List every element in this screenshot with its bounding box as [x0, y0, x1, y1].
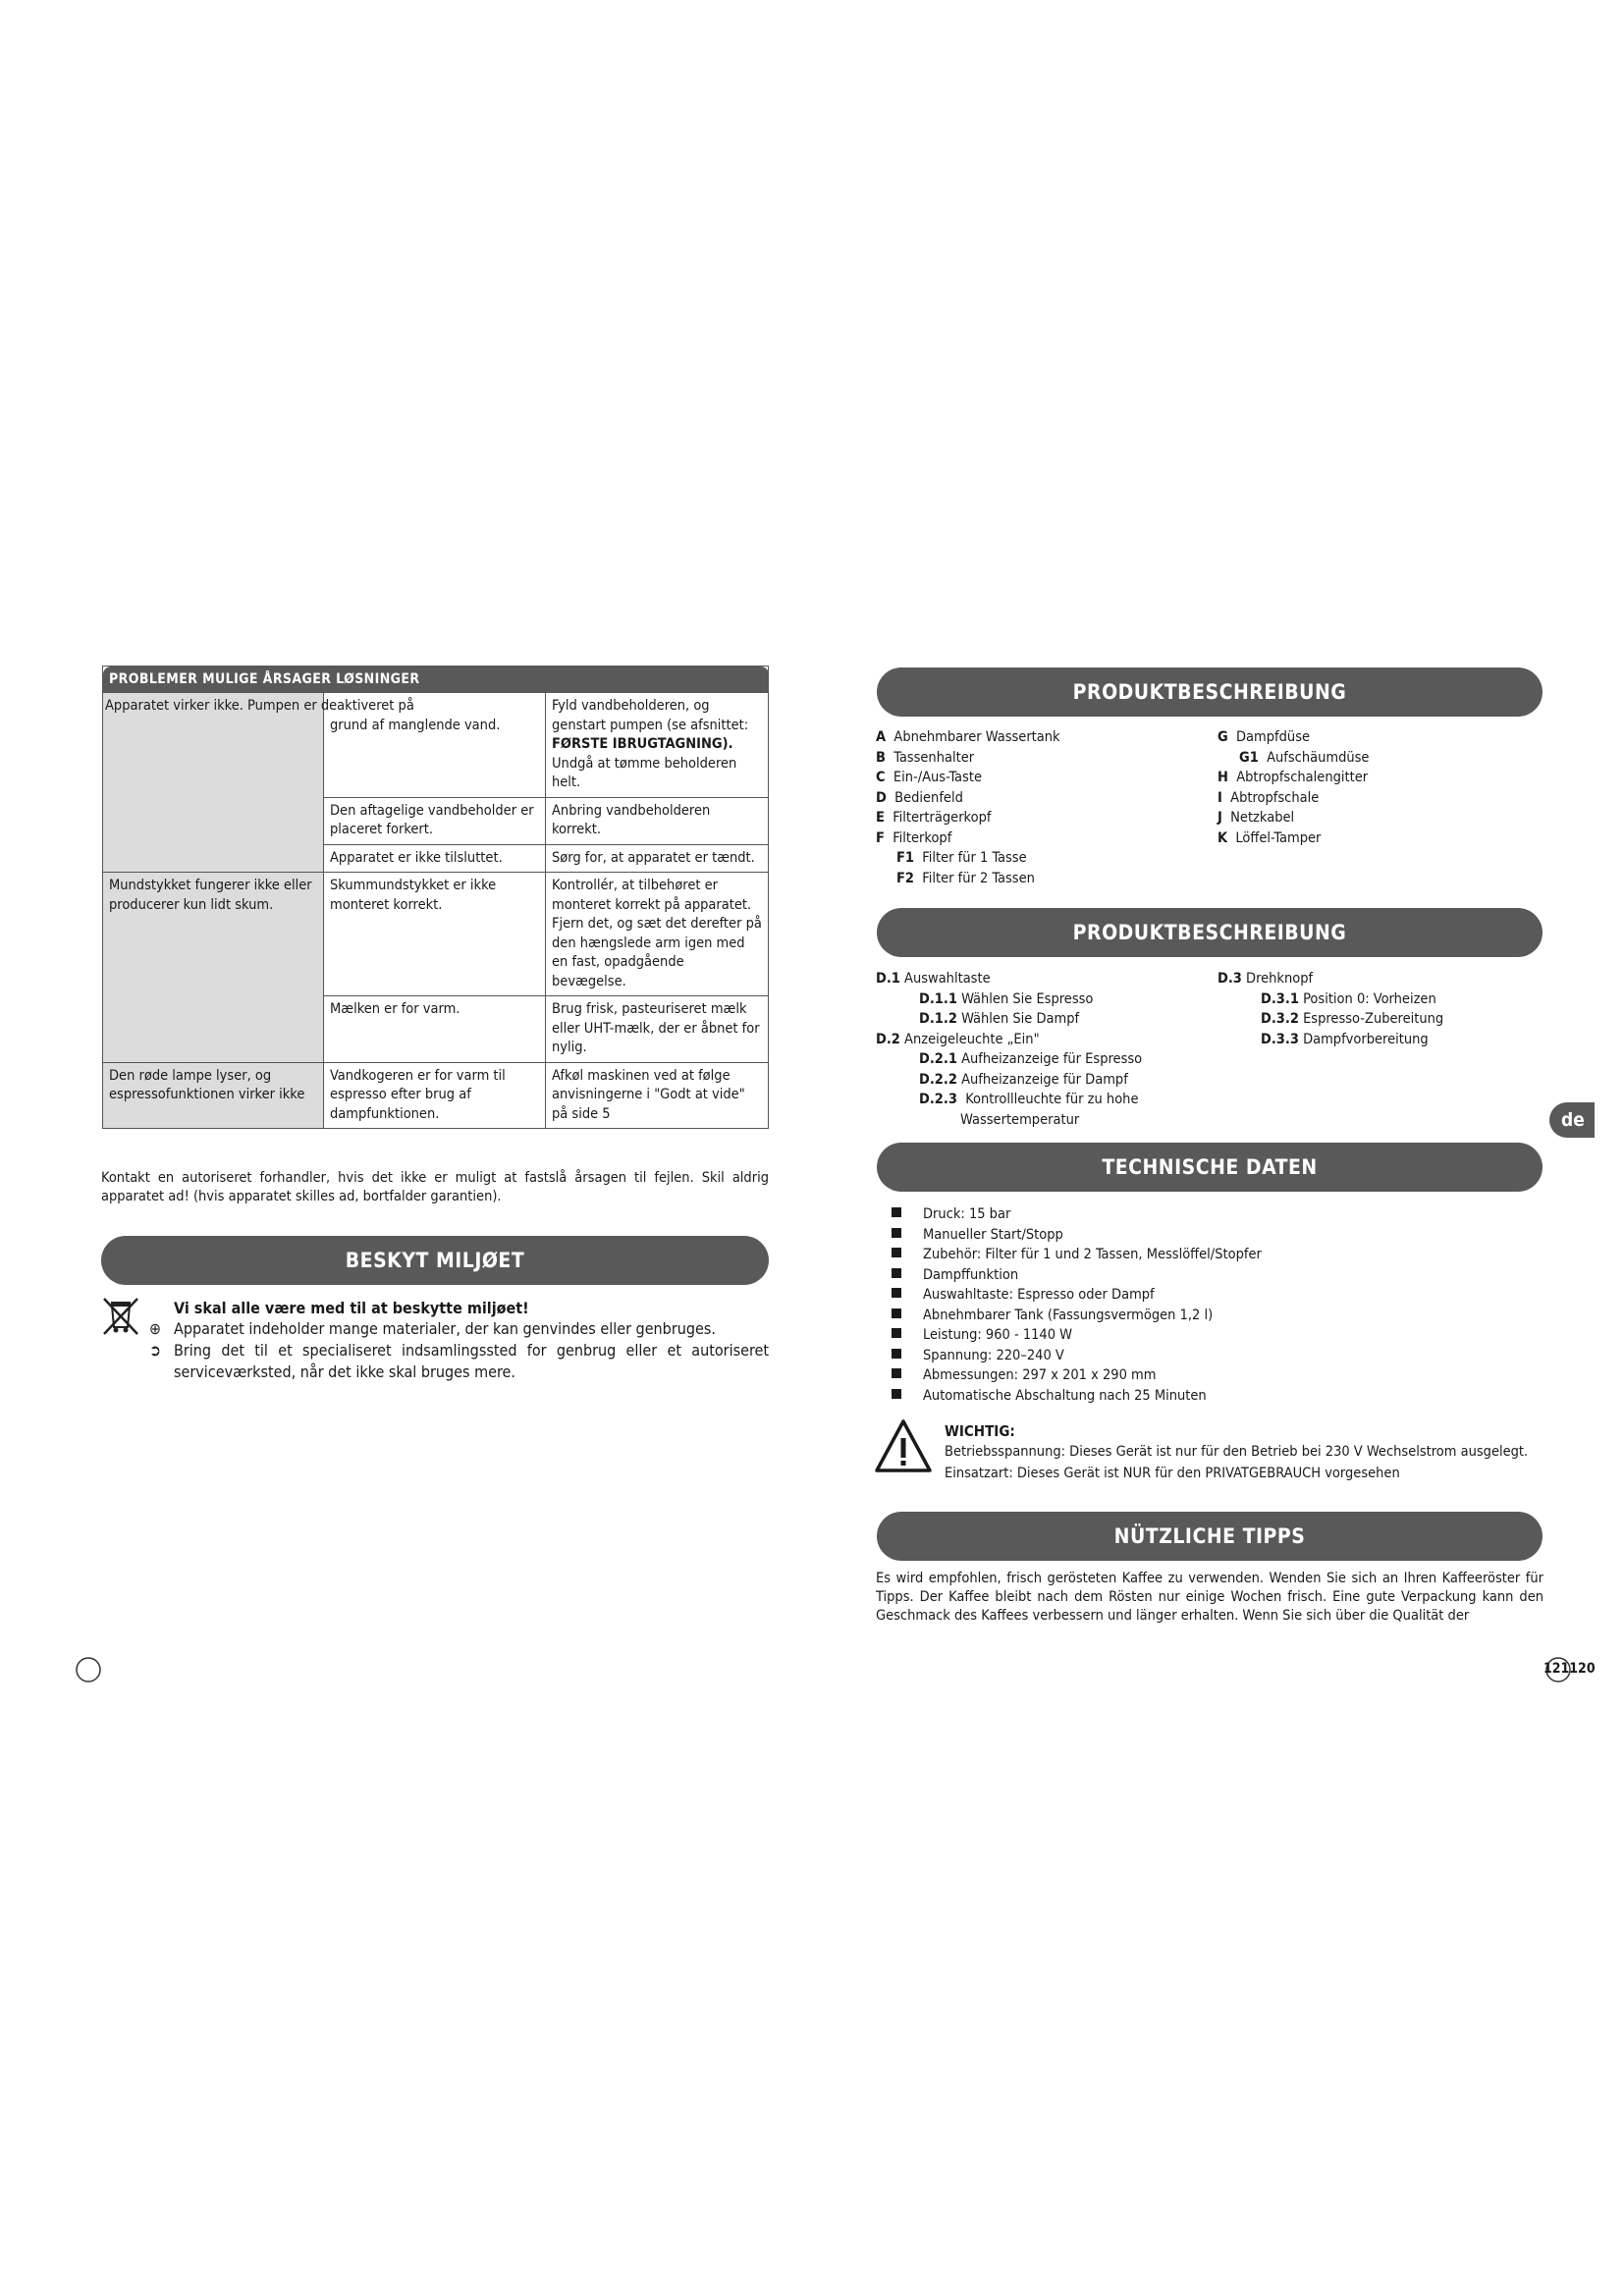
warning-triangle-icon [874, 1418, 933, 1473]
env-line-2a: Bring det til et specialiseret indsamlingssted for genbrug eller et autoriseret [174, 1341, 769, 1360]
list-item: Abmessungen: 297 x 201 x 290 mm [892, 1366, 1262, 1387]
table-row: Apparatet virker ikke. Pumpen er deaktiveret på grund af manglende vand. Fyld vandbeholderen, og genstart pumpen (se afsnittet: FØRSTE IBRUGTAGNING). Undgå at tømme beholderen helt. [103, 693, 769, 798]
list-item: D.1.1 Wählen Sie Espresso [919, 990, 1094, 1007]
list-item: G Dampfdüse [1218, 729, 1311, 745]
list-item: D.3.2 Espresso-Zubereitung [1261, 1011, 1444, 1027]
language-tab-de: de [1549, 1102, 1595, 1138]
table-row: Apparatet er ikke tilsluttet. Sørg for, at apparatet er tændt. [103, 844, 769, 873]
list-item: B Tassenhalter [876, 749, 975, 766]
parts-list-right [1218, 728, 1369, 849]
specs-list [892, 1205, 1262, 1407]
info-icon: ⊕ [149, 1319, 162, 1338]
warning-line-1: Betriebsspannung: Dieses Gerät ist nur für den Betrieb bei 230 V Wechselstrom ausgelegt. [945, 1444, 1529, 1460]
list-item: E Filterträgerkopf [876, 810, 992, 826]
page-code: 121120 [1543, 1661, 1596, 1677]
list-item: Druck: 15 bar [892, 1205, 1262, 1226]
env-heading: Vi skal alle være med til at beskytte miljøet! [174, 1299, 529, 1317]
list-item: D.2 Anzeigeleuchte „Ein" [876, 1031, 1040, 1047]
warning-line-2: Einsatzart: Dieses Gerät ist NUR für den PRIVATGEBRAUCH vorgesehen [945, 1466, 1400, 1481]
list-item: Manueller Start/Stopp [892, 1226, 1262, 1247]
table-row: Mundstykket fungerer ikke eller producerer kun lidt skum. Skummundstykket er ikke monteret korrekt. Kontrollér, at tilbehøret er monteret korrekt på apparatet. Fjern det, og sæt det derefter på den hængslede arm igen med en fast, opadgående bevægelse. [103, 873, 769, 996]
section-bar-produkt-2: PRODUKTBESCHREIBUNG [877, 908, 1543, 957]
section-bar-produkt-1: PRODUKTBESCHREIBUNG [877, 667, 1543, 717]
env-line-2b: serviceværksted, når det ikke skal bruges mere. [174, 1362, 515, 1381]
problem-1: Apparatet virker ikke. Pumpen er deaktiveret på [105, 698, 414, 714]
list-item: Zubehör: Filter für 1 und 2 Tassen, Messlöffel/Stopfer [892, 1246, 1262, 1266]
list-item: C Ein-/Aus-Taste [876, 770, 982, 785]
list-item: D.3.3 Dampfvorbereitung [1261, 1031, 1429, 1047]
list-item: D.3 Drehknopf [1218, 971, 1314, 987]
list-item: Dampffunktion [892, 1266, 1262, 1287]
troubleshooting-table [102, 666, 769, 1129]
registration-mark-icon [75, 1656, 102, 1683]
arrow-icon: ➲ [149, 1341, 162, 1360]
list-item: I Abtropfschale [1218, 789, 1320, 806]
list-item: J Netzkabel [1218, 810, 1295, 826]
controls-list-right [1218, 970, 1443, 1050]
list-item: D.1.2 Wählen Sie Dampf [919, 1011, 1080, 1027]
contact-note: Kontakt en autoriseret forhandler, hvis det ikke er muligt at fastslå årsagen til fejlen. Skil aldrig apparatet ad! (hvis apparatet skilles ad, bortfalder garantien). [101, 1170, 769, 1204]
list-item: H Abtropfschalengitter [1218, 770, 1369, 785]
table-header: PROBLEMER MULIGE ÅRSAGER LØSNINGER [103, 667, 546, 693]
list-item: Spannung: 220–240 V [892, 1347, 1262, 1367]
parts-list-left [876, 728, 1060, 889]
section-bar-technische-daten: TECHNISCHE DATEN [877, 1143, 1543, 1192]
problem-2: Mundstykket fungerer ikke eller producerer kun lidt skum. [103, 873, 324, 1063]
warning-title: WICHTIG: [945, 1422, 1015, 1440]
controls-list-left [876, 970, 1142, 1131]
list-item: Leistung: 960 - 1140 W [892, 1326, 1262, 1347]
list-item: K Löffel-Tamper [1218, 829, 1322, 846]
list-item: F2 Filter für 2 Tassen [896, 870, 1035, 886]
list-item: D.1 Auswahltaste [876, 971, 991, 987]
list-item: G1 Aufschäumdüse [1239, 749, 1370, 766]
list-item: F Filterkopf [876, 829, 952, 846]
table-row: Mælken er for varm. Brug frisk, pasteuriseret mælk eller UHT-mælk, der er åbnet for nylig. [103, 996, 769, 1063]
table-row: Den røde lampe lyser, og espressofunktionen virker ikke Vandkogeren er for varm til espresso efter brug af dampfunktionen. Afkøl maskinen ved at følge anvisningerne i "Godt at vide" på side 5 [103, 1062, 769, 1129]
list-item: D.2.2 Aufheizanzeige für Dampf [919, 1071, 1128, 1088]
problem-3: Den røde lampe lyser, og espressofunktionen virker ikke [103, 1062, 324, 1129]
list-item: Wassertemperatur [960, 1111, 1080, 1128]
list-item: D.2.1 Aufheizanzeige für Espresso [919, 1051, 1143, 1067]
table-row: Den aftagelige vandbeholder er placeret forkert. Anbring vandbeholderen korrekt. [103, 797, 769, 844]
list-item: Auswahltaste: Espresso oder Dampf [892, 1286, 1262, 1307]
list-item: D.3.1 Position 0: Vorheizen [1261, 990, 1436, 1007]
list-item: Automatische Abschaltung nach 25 Minuten [892, 1387, 1262, 1408]
list-item: D Bedienfeld [876, 789, 963, 806]
tips-paragraph: Es wird empfohlen, frisch gerösteten Kaffee zu verwenden. Wenden Sie sich an Ihren Kaffeeröster für Tipps. Der Kaffee bleibt nach dem Rösten nur einige Wochen frisch. Eine gute Verpackung kann den Geschmack des Kaffees verbessern und länger erhalten. Wenn Sie sich über die Qualität der [876, 1571, 1543, 1624]
env-line-1: Apparatet indeholder mange materialer, der kan genvindes eller genbruges. [174, 1319, 716, 1338]
list-item: D.2.3 Kontrollleuchte für zu hohe [919, 1092, 1139, 1107]
weee-bin-icon [101, 1296, 140, 1337]
list-item: A Abnehmbarer Wassertank [876, 729, 1060, 745]
section-bar-environment: BESKYT MILJØET [101, 1236, 769, 1285]
section-bar-tipps: NÜTZLICHE TIPPS [877, 1512, 1543, 1561]
list-item: Abnehmbarer Tank (Fassungsvermögen 1,2 l) [892, 1307, 1262, 1327]
list-item: F1 Filter für 1 Tasse [896, 850, 1027, 866]
